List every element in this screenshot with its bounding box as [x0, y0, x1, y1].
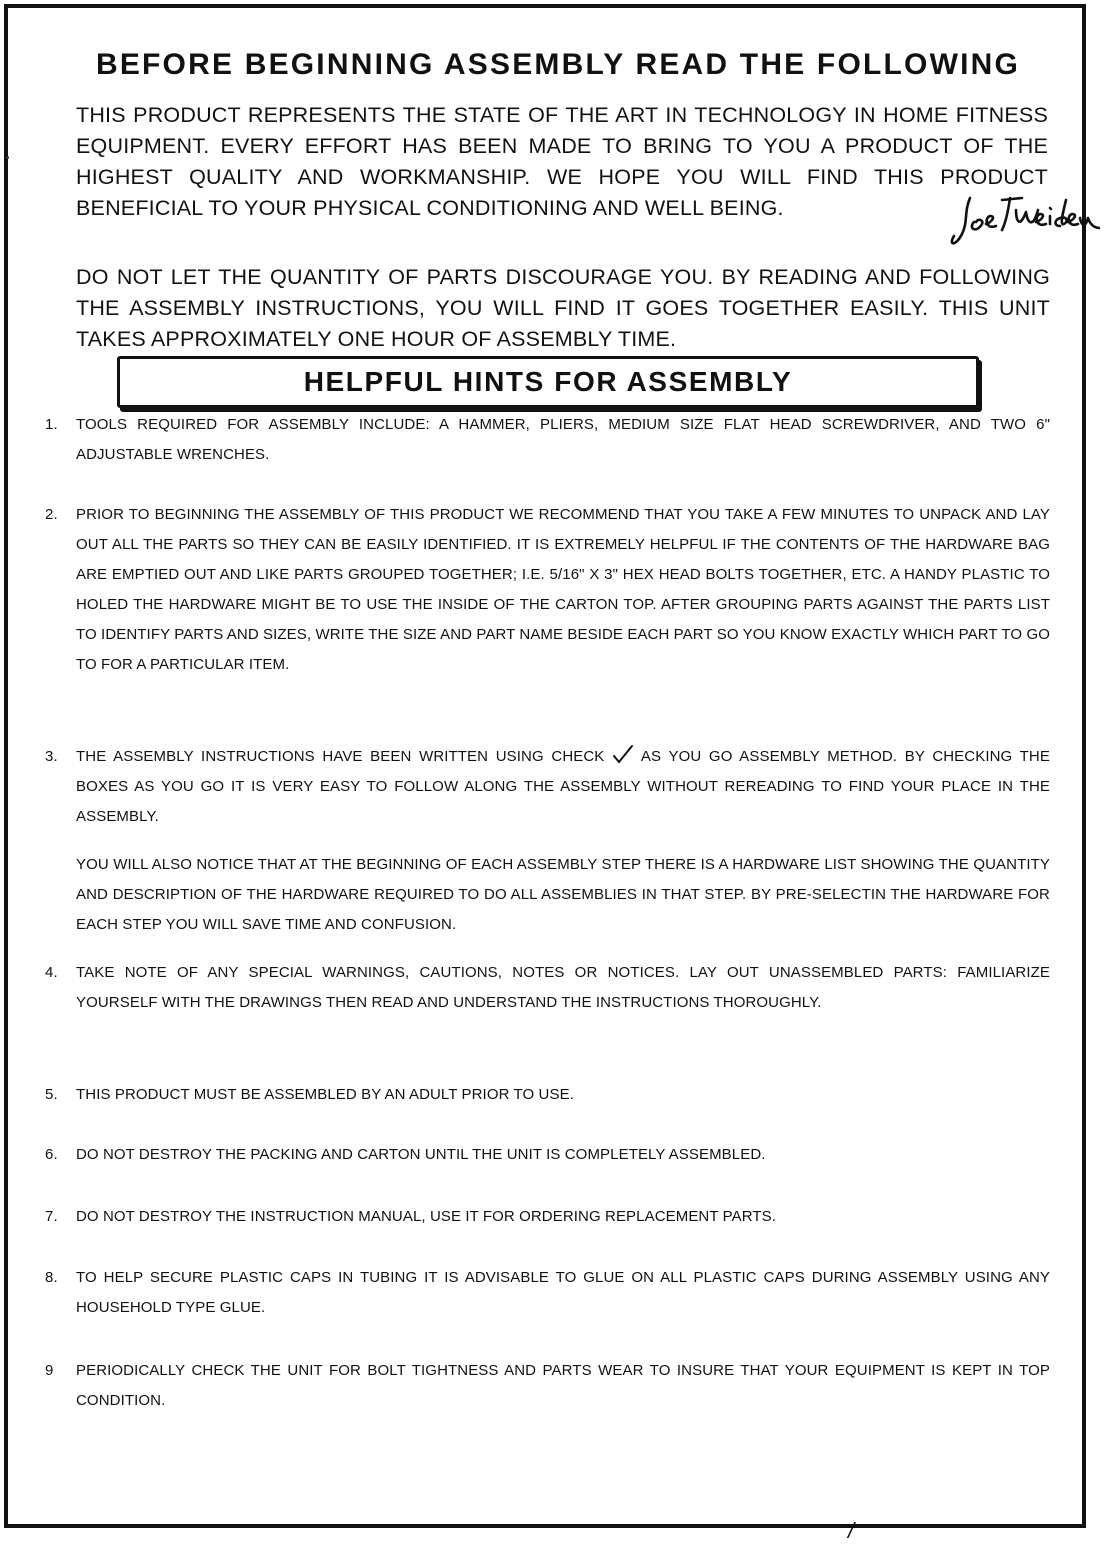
hint-text: DO NOT DESTROY THE INSTRUCTION MANUAL, USE IT FOR ORDERING REPLACEMENT PARTS. — [76, 1208, 777, 1225]
hint-number: 3. — [45, 748, 58, 765]
hint-number: 9 — [45, 1362, 54, 1379]
checkmark-icon — [612, 744, 634, 764]
hint-item-3 — [45, 742, 1050, 832]
hint-text: THIS PRODUCT MUST BE ASSEMBLED BY AN ADULT PRIOR TO USE. — [76, 1086, 574, 1103]
hint-text: TOOLS REQUIRED FOR ASSEMBLY INCLUDE: A HAMMER, PLIERS, MEDIUM SIZE FLAT HEAD SCREWDRIVER, AND TWO 6" ADJUSTABLE WRENCHES. — [76, 416, 1050, 463]
hint-item-9 — [45, 1356, 1050, 1416]
intro-paragraph-1: THIS PRODUCT REPRESENTS THE STATE OF THE ART IN TECHNOLOGY IN HOME FITNESS EQUIPMENT. EVERY EFFORT HAS BEEN MADE TO BRING TO YOU A PRODUCT OF THE HIGHEST QUALITY AND WORKMANSHIP. WE HOPE YOU WILL FIND THIS PRODUCT BENEFICIAL TO YOUR PHYSICAL CONDITIONING AND WELL BEING. — [76, 103, 1048, 220]
hint-number: 6. — [45, 1146, 58, 1163]
intro-paragraph-2: DO NOT LET THE QUANTITY OF PARTS DISCOURAGE YOU. BY READING AND FOLLOWING THE ASSEMBLY INSTRUCTIONS, YOU WILL FIND IT GOES TOGETHER EASILY. THIS UNIT TAKES APPROXIMATELY ONE HOUR OF ASSEMBLY TIME. — [76, 265, 1050, 351]
hints-heading: HELPFUL HINTS FOR ASSEMBLY — [303, 366, 793, 397]
hint-item-1 — [45, 410, 1050, 470]
hint-text: PRIOR TO BEGINNING THE ASSEMBLY OF THIS PRODUCT WE RECOMMEND THAT YOU TAKE A FEW MINUTES TO UNPACK AND LAY OUT ALL THE PARTS SO THEY CAN BE EASILY IDENTIFIED. IT IS EXTREMELY HELPFUL IF THE CONTENTS OF THE HARDWARE BAG ARE EMPTIED OUT AND LIKE PARTS GROUPED TOGETHER; I.E. 5/16" X 3" HEX HEAD BOLTS TOGETHER, ETC. A HANDY PLASTIC TO HOLED THE HARDWARE MIGHT BE TO USE THE INSIDE OF THE CARTON TOP. AFTER GROUPING PARTS AGAINST THE PARTS LIST TO IDENTIFY PARTS AND SIZES, WRITE THE SIZE AND PART NAME BESIDE EACH PART SO YOU KNOW EXACTLY WHICH PART TO GO TO FOR A PARTICULAR ITEM. — [76, 506, 1050, 673]
page-title: BEFORE BEGINNING ASSEMBLY READ THE FOLLOWING — [95, 48, 1021, 81]
hint-text: TO HELP SECURE PLASTIC CAPS IN TUBING IT IS ADVISABLE TO GLUE ON ALL PLASTIC CAPS DURING ASSEMBLY USING ANY HOUSEHOLD TYPE GLUE. — [76, 1269, 1050, 1316]
hint-number: 2. — [45, 506, 58, 523]
hint-number: 7. — [45, 1208, 58, 1225]
hint-item-3-continuation — [45, 850, 1050, 940]
hint-item-2 — [45, 500, 1050, 680]
hint-text-before-check: THE ASSEMBLY INSTRUCTIONS HAVE BEEN WRITTEN USING CHECK — [76, 748, 605, 765]
margin-speck — [6, 156, 9, 159]
hint-text-after-check: AS YOU GO ASSEMBLY METHOD. BY CHECKING THE BOXES AS YOU GO IT IS VERY EASY TO FOLLOW ALONG THE ASSEMBLY WITHOUT REREADING TO FIND YOUR PLACE IN THE ASSEMBLY. — [76, 748, 1050, 825]
joe-weider-signature — [950, 188, 1100, 266]
hint-number: 1. — [45, 416, 58, 433]
hint-number: 5. — [45, 1086, 58, 1103]
hint-text — [45, 742, 1050, 832]
hint-item-4 — [45, 958, 1050, 1018]
hint-item-6 — [45, 1140, 1050, 1170]
hint-item-8 — [45, 1263, 1050, 1323]
hints-heading-box — [117, 356, 979, 408]
hint-text: YOU WILL ALSO NOTICE THAT AT THE BEGINNING OF EACH ASSEMBLY STEP THERE IS A HARDWARE LIST SHOWING THE QUANTITY AND DESCRIPTION OF THE HARDWARE REQUIRED TO DO ALL ASSEMBLIES IN THAT STEP. BY PRE-SELECTIN THE HARDWARE FOR EACH STEP YOU WILL SAVE TIME AND CONFUSION. — [76, 856, 1050, 933]
hint-text: TAKE NOTE OF ANY SPECIAL WARNINGS, CAUTIONS, NOTES OR NOTICES. LAY OUT UNASSEMBLED PARTS: FAMILIARIZE YOURSELF WITH THE DRAWINGS THEN READ AND UNDERSTAND THE INSTRUCTIONS THOROUGHLY. — [76, 964, 1050, 1011]
hint-item-5 — [45, 1080, 1050, 1110]
hint-number: 4. — [45, 964, 58, 981]
hint-text: PERIODICALLY CHECK THE UNIT FOR BOLT TIGHTNESS AND PARTS WEAR TO INSURE THAT YOUR EQUIPMENT IS KEPT IN TOP CONDITION. — [76, 1362, 1050, 1409]
hint-item-7 — [45, 1202, 1050, 1232]
hint-text: DO NOT DESTROY THE PACKING AND CARTON UNTIL THE UNIT IS COMPLETELY ASSEMBLED. — [76, 1146, 766, 1163]
hint-number: 8. — [45, 1269, 58, 1286]
page-number: / — [848, 1518, 855, 1543]
